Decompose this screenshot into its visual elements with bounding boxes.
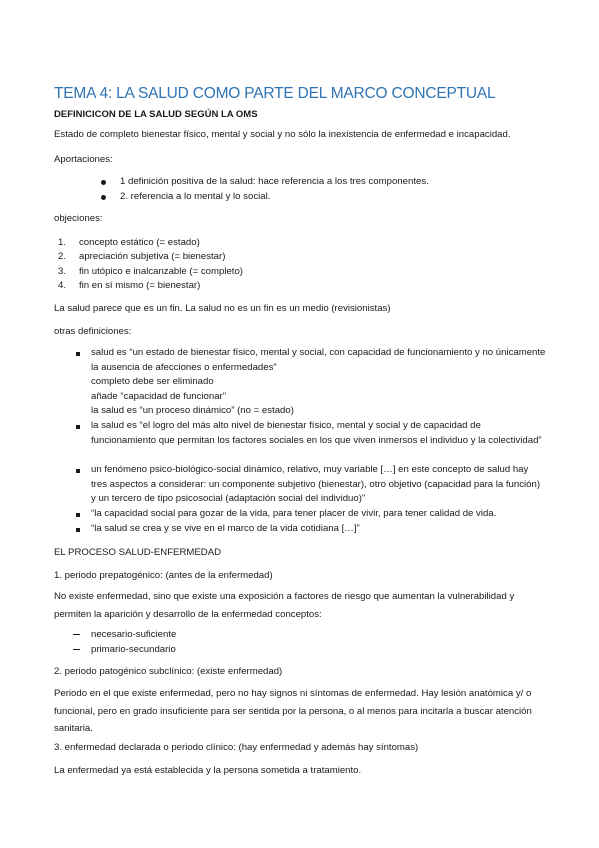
list-item: un fenómeno psico-biológico-social dinámico, relativo, muy variable […] en este concepto de salud hay tres aspectos a considerar: un componente subjetivo (bienestar), otro objetivo (capacidad para la función) y un tercero de tipo psicosocial (adaptación social del individuo)” [91, 464, 541, 504]
list-item: concepto estático (= estado) [79, 237, 200, 248]
bullet-dot-icon [101, 180, 106, 185]
objeciones-heading: objeciones: [54, 213, 103, 224]
list-item-note: la salud es “un proceso dinámico” (no = estado) [91, 405, 294, 416]
periodo2-text: Periodo en el que existe enfermedad, pero no hay signos ni síntomas de enfermedad. Hay lesión anatómica y/ o funcional, pero en grado insuficiente para ser sentida por la persona, o al menos para incitarla a buscar atención sanitaria. [54, 688, 532, 734]
proceso-heading: EL PROCESO SALUD-ENFERMEDAD [54, 547, 222, 558]
bullet-square-icon [76, 469, 80, 473]
otras-heading: otras definiciones: [54, 326, 132, 337]
list-item: fin utópico e inalcanzable (= completo) [79, 266, 243, 277]
bullet-square-icon [76, 425, 80, 429]
list-item-note: completo debe ser eliminado [91, 376, 214, 387]
periodo1-heading: 1. periodo prepatogénico: (antes de la enfermedad) [54, 570, 273, 581]
list-number: 1. [58, 237, 67, 248]
list-item-note: añade “capacidad de funcionar” [91, 391, 226, 402]
definition-text: Estado de completo bienestar físico, mental y social y no sólo la inexistencia de enfermedad e incapacidad. [54, 129, 511, 140]
list-number: 4. [58, 280, 67, 291]
list-item: “la capacidad social para gozar de la vida, para tener placer de vivir, para tener calidad de vida. [91, 508, 497, 519]
periodo3-text: La enfermedad ya está establecida y la persona sometida a tratamiento. [54, 765, 362, 776]
list-item: fin en sí mismo (= bienestar) [79, 280, 201, 291]
periodo3-heading: 3. enfermedad declarada o periodo clínico: (hay enfermedad y además hay síntomas) [54, 742, 419, 753]
bullet-dash-icon [73, 649, 80, 650]
page-title: TEMA 4: LA SALUD COMO PARTE DEL MARCO CONCEPTUAL [54, 85, 496, 102]
section-subtitle: DEFINICICON DE LA SALUD SEGÚN LA OMS [54, 109, 258, 120]
periodo2-heading: 2. periodo patogénico subclínico: (existe enfermedad) [54, 666, 283, 677]
list-number: 2. [58, 251, 67, 262]
list-item: primario-secundario [91, 644, 176, 655]
bullet-square-icon [76, 352, 80, 356]
aportaciones-heading: Aportaciones: [54, 154, 113, 165]
fin-medio-text: La salud parece que es un fin. La salud no es un fin es un medio (revisionistas) [54, 303, 391, 314]
list-number: 3. [58, 266, 67, 277]
list-item: necesario-suficiente [91, 629, 177, 640]
list-item: “la salud se crea y se vive en el marco de la vida cotidiana […]” [91, 523, 360, 534]
list-item: la salud es “el logro del más alto nivel de bienestar físico, mental y social y de capacidad de funcionamiento que permitan los factores sociales en los que viven inmersos el individuo y la colectividad” [91, 420, 542, 446]
bullet-square-icon [76, 528, 80, 532]
periodo1-text: No existe enfermedad, sino que existe una exposición a factores de riesgo que aumentan la vulnerabilidad y permiten la aparición y desarrollo de la enfermedad conceptos: [54, 591, 515, 620]
bullet-dot-icon [101, 195, 106, 200]
list-item: 1 definición positiva de la salud: hace referencia a los tres componentes. [120, 176, 429, 187]
list-item: 2. referencia a lo mental y lo social. [120, 191, 271, 202]
list-item: salud es “un estado de bienestar físico, mental y social, con capacidad de funcionamiento y no únicamente la ausencia de afecciones o enfermedades” [91, 347, 546, 373]
list-item: apreciación subjetiva (= bienestar) [79, 251, 226, 262]
bullet-dash-icon [73, 634, 80, 635]
bullet-square-icon [76, 513, 80, 517]
